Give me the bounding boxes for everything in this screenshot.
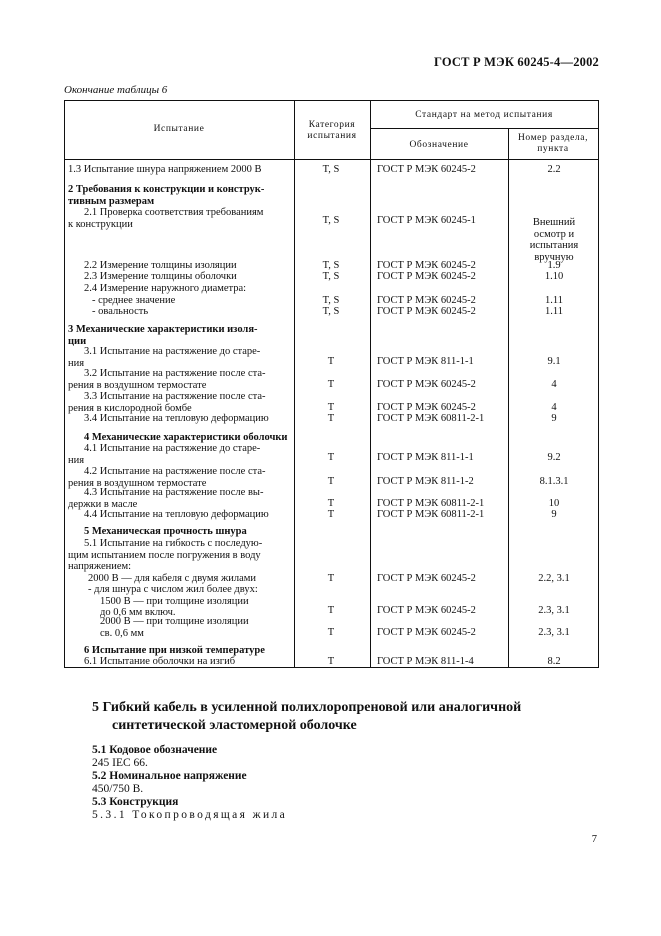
row-section: 2.2, 3.1 [538, 573, 570, 584]
row-standard: ГОСТ Р МЭК 60245-2 [377, 295, 476, 306]
row-category: T, S [322, 260, 340, 271]
row-standard: ГОСТ Р МЭК 811-1-2 [377, 476, 474, 487]
row-standard: ГОСТ Р МЭК 60245-2 [377, 164, 476, 175]
row-section: 4 [551, 402, 557, 413]
row-section: 8.2 [547, 656, 561, 667]
row-section: 9 [551, 413, 557, 424]
row-standard: ГОСТ Р МЭК 60245-2 [377, 605, 476, 616]
table-continuation-caption: Окончание таблицы 6 [64, 84, 168, 96]
paragraph: 5.3.1 Токопроводящая жила [92, 809, 288, 821]
row-category: T [327, 402, 335, 413]
group-heading: 6 Испытание при низкой температуре [84, 645, 265, 656]
row-category: T, S [322, 295, 340, 306]
row-section: 4 [551, 379, 557, 390]
header-section: Номер раздела, пункта [517, 133, 589, 154]
row-section: 1.9 [547, 260, 561, 271]
table-line-subheader [370, 128, 599, 129]
row-standard: ГОСТ Р МЭК 60245-2 [377, 379, 476, 390]
row-category: T [327, 379, 335, 390]
row-standard: ГОСТ Р МЭК 811-1-1 [377, 356, 474, 367]
row-standard: ГОСТ Р МЭК 60811-2-1 [377, 413, 485, 424]
row-standard: ГОСТ Р МЭК 811-1-1 [377, 452, 474, 463]
row-category: T [327, 498, 335, 509]
row-test: 6.1 Испытание оболочки на изгиб [84, 656, 236, 667]
table-col-divider-1 [294, 100, 295, 667]
page-number: 7 [591, 834, 597, 845]
row-category: T [327, 413, 335, 424]
row-category: T [327, 452, 335, 463]
row-standard: ГОСТ Р МЭК 60245-2 [377, 260, 476, 271]
row-standard: ГОСТ Р МЭК 60245-2 [377, 306, 476, 317]
paragraph: 245 IEC 66. [92, 757, 148, 769]
row-section: 1.10 [544, 271, 564, 282]
row-standard: ГОСТ Р МЭК 60245-2 [377, 402, 476, 413]
row-category: T, S [322, 164, 340, 175]
subsection-heading: 5.2 Номинальное напряжение [92, 770, 247, 782]
row-section: 1.11 [545, 306, 563, 317]
row-standard: ГОСТ Р МЭК 60811-2-1 [377, 509, 485, 520]
row-section: 2.2 [547, 164, 561, 175]
row-test: 4.3 Испытание на растяжение после вы- держки в масле [68, 487, 264, 510]
row-category: T [327, 573, 335, 584]
group-heading: 4 Механические характеристики оболочки [84, 432, 288, 443]
row-category: T, S [322, 271, 340, 282]
row-test: 3.3 Испытание на растяжение после ста- рения в кислородной бомбе [68, 391, 266, 414]
group-heading: 2 Требования к конструкции и конструк- тивным размерам [68, 184, 265, 207]
table-col-divider-3 [508, 128, 509, 667]
test-table [64, 100, 599, 668]
row-test: 2.2 Измерение толщины изоляции [84, 260, 237, 271]
row-category: T [327, 605, 335, 616]
row-category: T [327, 509, 335, 520]
header-designation: Обозначение [409, 140, 469, 150]
section-5-title: 5 Гибкий кабель в усиленной полихлоропреновой или аналогичной синтетической эластомерной оболочке [92, 700, 522, 733]
row-test: 3.1 Испытание на растяжение до старе- ния [68, 346, 261, 369]
row-test: 4.1 Испытание на растяжение до старе- ния [68, 443, 261, 466]
row-standard: ГОСТ Р МЭК 60245-2 [377, 573, 476, 584]
header-standard: Стандарт на метод испытания [415, 110, 553, 120]
group-heading: 5 Механическая прочность шнура [84, 526, 247, 537]
row-section: 9.2 [547, 452, 561, 463]
row-section: 9.1 [547, 356, 561, 367]
row-test: 3.4 Испытание на тепловую деформацию [84, 413, 269, 424]
row-category: T [327, 356, 335, 367]
row-test: 2.4 Измерение наружного диаметра: [84, 283, 247, 294]
row-section: 8.1.3.1 [539, 476, 569, 487]
row-test: 4.2 Испытание на растяжение после ста- рения в воздушном термостате [68, 466, 266, 489]
group-heading: 3 Механические характеристики изоля- ции [68, 324, 258, 347]
row-test: 3.2 Испытание на растяжение после ста- рения в воздушном термостате [68, 368, 266, 391]
row-test: 5.1 Испытание на гибкость с последую- щим испытанием после погружения в воду напряжением: [68, 538, 263, 572]
row-standard: ГОСТ Р МЭК 60245-1 [377, 215, 476, 226]
row-standard: ГОСТ Р МЭК 60245-2 [377, 271, 476, 282]
row-test: 2.1 Проверка соответствия требованиям к конструкции [68, 207, 264, 230]
row-standard: ГОСТ Р МЭК 60811-2-1 [377, 498, 485, 509]
row-test: - для шнура с числом жил более двух: 1500 В — при толщине изоляции до 0,6 мм включ. [88, 584, 258, 618]
row-test: 2.3 Измерение толщины оболочки [84, 271, 237, 282]
table-border-right [598, 100, 599, 667]
subsection-heading: 5.3 Конструкция [92, 796, 179, 808]
row-section: 1.11 [545, 295, 563, 306]
header-category: Категория испытания [307, 120, 357, 141]
document-code: ГОСТ Р МЭК 60245-4—2002 [434, 55, 599, 69]
table-line-header [64, 159, 599, 160]
row-test: 4.4 Испытание на тепловую деформацию [84, 509, 269, 520]
table-border-left [64, 100, 65, 667]
row-section: 10 [548, 498, 560, 509]
table-col-divider-2 [370, 100, 371, 667]
row-category: T, S [322, 306, 340, 317]
row-test: 2000 В — для кабеля с двумя жилами [88, 573, 257, 584]
row-test: - овальность [92, 306, 149, 317]
row-section: 2.3, 3.1 [538, 627, 570, 638]
row-section: Внешний осмотр и испытания вручную [529, 217, 579, 263]
header-test: Испытание [153, 124, 205, 134]
subsection-heading: 5.1 Кодовое обозначение [92, 744, 218, 756]
row-test: 2000 В — при толщине изоляции св. 0,6 мм [100, 616, 249, 639]
row-category: T [327, 476, 335, 487]
row-standard: ГОСТ Р МЭК 60245-2 [377, 627, 476, 638]
table-border-top [64, 100, 599, 101]
row-section: 9 [551, 509, 557, 520]
row-category: T [327, 627, 335, 638]
row-category: T [327, 656, 335, 667]
row-category: T, S [322, 215, 340, 226]
row-section: 2.3, 3.1 [538, 605, 570, 616]
row-test: - среднее значение [92, 295, 176, 306]
paragraph: 450/750 В. [92, 783, 144, 795]
row-test: 1.3 Испытание шнура напряжением 2000 В [68, 164, 262, 175]
row-standard: ГОСТ Р МЭК 811-1-4 [377, 656, 474, 667]
